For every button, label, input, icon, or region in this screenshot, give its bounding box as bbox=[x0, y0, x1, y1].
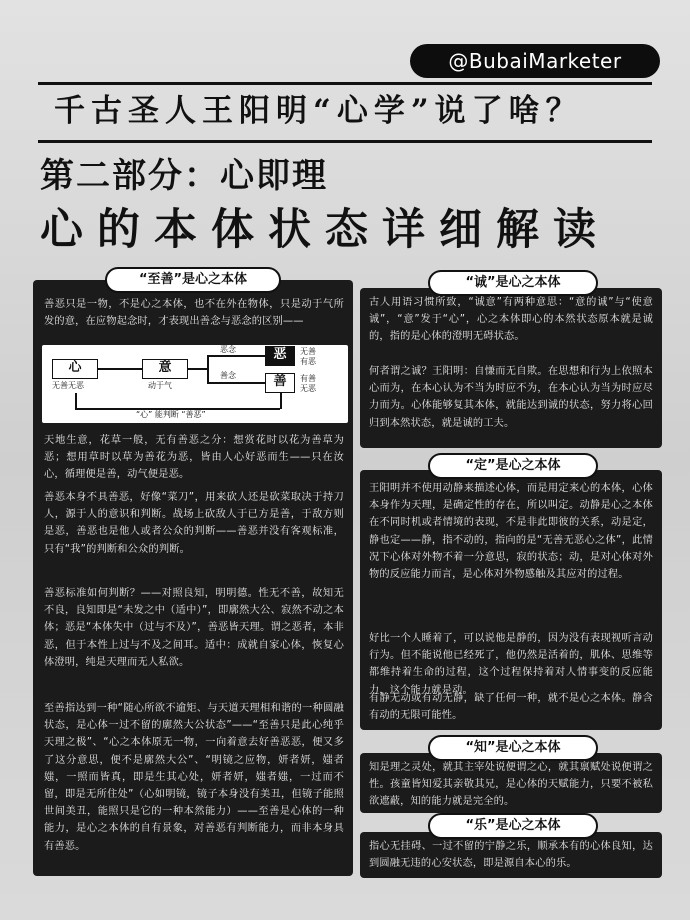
diagram-box-xin: 心 bbox=[52, 359, 98, 379]
diagram-arrow-1 bbox=[98, 368, 142, 370]
cheng-para-2: 何者谓之诚？王阳明：自慊而无自欺。在思想和行为上依照本心而为，在本心认为不当为时应不为，在本心认为当为时应尽力而为。心体能够复其本体，就能达到诚的状态，努力将心回归到本然状态，就是诚的工夫。 bbox=[369, 366, 653, 429]
section-big-title: 心的本体状态详细解读 bbox=[40, 205, 610, 255]
diagram-shan-side: 有善 无恶 bbox=[300, 374, 316, 393]
diagram-box-shan: 善 bbox=[265, 373, 295, 393]
ding-para-1: 王阳明并不使用动静来描述心体，而是用定来心的本体，心体本身作为天理，是确定性的存在，所以叫定。动静是心之本体在不同时机或者情境的表现，不是非此即彼的关系，动是定，静也定——静，指不动的，指向的是“无善无恶心之体”，此情况下心体对外物不着一分意思，寂的状态；动，是对心体对外物的反应能力而言，是心体对外物感触及其应对的过程。 bbox=[369, 483, 653, 581]
diagram-split bbox=[207, 355, 209, 383]
diagram-box-e: 恶 bbox=[265, 346, 295, 366]
ding-para-2: 好比一个人睡着了，可以说他是静的，因为没有表现视听言动行为。但不能说他已经死了，他仍然是活着的，肌体、思维等都维持着生命的过程，这个过程保持着对人情事变的反应能力，这个能力就是动。 bbox=[369, 633, 653, 696]
diagram-arrow-2 bbox=[188, 368, 208, 370]
cheng-header: “诚”是心之本体 bbox=[428, 270, 598, 296]
diagram-caption: “心” 能判断 “善恶” bbox=[136, 410, 206, 419]
diagram-loop-right bbox=[280, 393, 282, 409]
ding-para-3: 有静无动或有动无静，缺了任何一种，就不是心之本体。静含有动的无限可能性。 bbox=[369, 693, 653, 722]
diagram-e-side: 无善 有恶 bbox=[300, 347, 316, 366]
ding-header: “定”是心之本体 bbox=[428, 453, 598, 479]
cheng-para-1: 古人用语习惯所致，“诚意”有两种意思：“意的诚”与“使意诚”，“意”发于“心”，心之本体即心的本然状态原本就是诚的，指的是心体的澄明无碍状态。 bbox=[369, 297, 653, 343]
part-title: 第二部分：心即理 bbox=[40, 156, 328, 196]
zhi-header: “知”是心之本体 bbox=[428, 735, 598, 761]
title-bottom-rule bbox=[38, 140, 652, 143]
zhishan-para-1: 天地生意，花草一般，无有善恶之分：想赏花时以花为善草为恶；想用草时以草为善花为恶，皆由人心好恶而生——只在汝心，循理便是善，动气便是恶。 bbox=[44, 435, 344, 481]
diagram-xin-sub: 无善无恶 bbox=[52, 381, 84, 390]
zhishan-para-2: 善恶本身不具善恶，好像“菜刀”，用来砍人还是砍菜取决于持刀人，源于人的意识和判断。战场上砍敌人于已方是善，于敌方则是恶，善恶也是他人或者公众的判断——善恶并没有客观标准，只有“我”的判断和公众的判断。 bbox=[44, 492, 344, 555]
zhishan-para-3: 善恶标准如何判断？——对照良知，明明德。性无不善，故知无不良，良知即是“未发之中（适中）”，即廓然大公、寂然不动之本体；恶是“本体失中（过与不及）”，善恶皆天理。谓之恶者，本非恶，但于本性上过与不及之间耳。适中：成就自家心体，恢复心体澄明，纯是天理而无人私欲。 bbox=[44, 588, 344, 668]
diagram-label-enian: 恶念 bbox=[220, 345, 236, 354]
diagram-loop-left bbox=[75, 393, 77, 409]
diagram-branch-e bbox=[207, 355, 265, 357]
zhishan-header: “至善”是心之本体 bbox=[105, 267, 281, 293]
zhishan-intro: 善恶只是一物，不是心之本体，也不在外在物体，只是动于气所发的意，在应物起念时，才表现出善念与恶念的区别—— bbox=[44, 299, 344, 328]
diagram-box-yi: 意 bbox=[142, 359, 188, 379]
le-header: “乐”是心之本体 bbox=[428, 813, 598, 839]
title-top-rule bbox=[38, 82, 652, 85]
diagram-label-shannian: 善念 bbox=[220, 371, 236, 380]
diagram-yi-sub: 动于气 bbox=[148, 381, 172, 390]
le-para-1: 指心无挂碍、一过不留的宁静之乐，顺承本有的心体良知，达到圆融无违的心安状态，即是源自本心的乐。 bbox=[369, 841, 653, 870]
author-handle-badge: @BubaiMarketer bbox=[410, 44, 660, 78]
zhi-para-1: 知是理之灵处，就其主宰处说便谓之心，就其禀赋处说便谓之性。孩童皆知爱其亲敬其兄，是心体的天赋能力，只要不被私欲遮蔽，知的能力就是完全的。 bbox=[369, 762, 653, 808]
zhishan-para-4: 至善指达到一种“随心所欲不逾矩、与天道天理相和谐的一种圆融状态，是心体一过不留的廓然大公状态”——“至善只是此心纯乎天理之极”、“心之本体原无一物，一向着意去好善恶恶，便又多了这分意思，便不是廓然大公”、“明镜之应物，妍者妍，媸者媸，一照而皆真，即是生其心处，妍者妍，媸者媸，一过而不留，即是无所住处”（心如明镜，镜子本身没有美丑，但镜子能照世间美丑，能照只是它的一种本然能力）——至善是心体的一种能力，是心之本体的自有景象，对善恶有判断能力，而非本身具有善恶。 bbox=[44, 703, 344, 852]
main-title: 千古圣人王阳明“心学”说了啥？ bbox=[54, 93, 583, 129]
diagram-branch-shan bbox=[207, 382, 265, 384]
